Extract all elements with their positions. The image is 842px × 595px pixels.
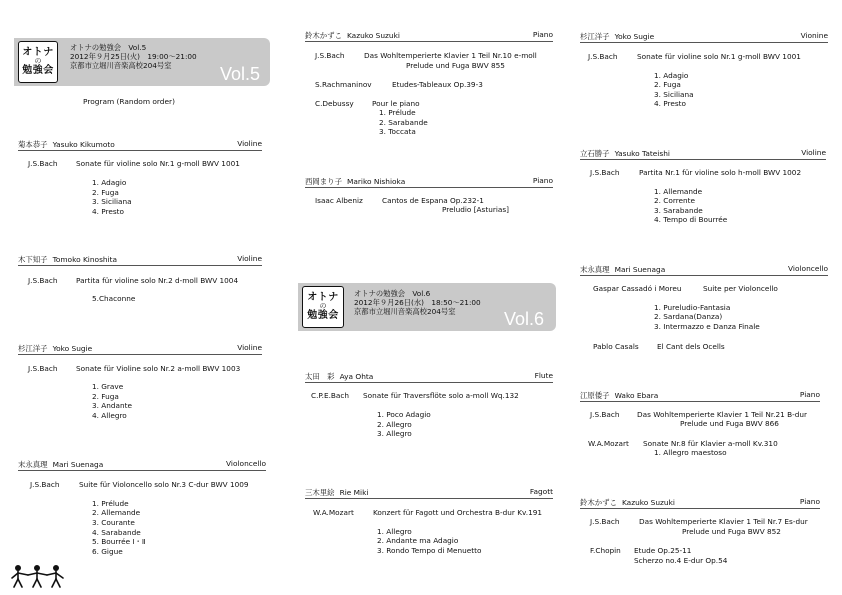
movement: 2. Andante ma Adagio (377, 536, 459, 545)
performer-romaji: Mari Suenaga (614, 265, 666, 274)
performer-header (305, 176, 553, 188)
event-title: オトナの勉強会 Vol.5 (70, 43, 147, 52)
work-title: Sonate für violine solo Nr.1 g-moll BWV 1001 (76, 159, 240, 168)
performer-romaji: Yoko Sugie (52, 344, 93, 353)
event-logo (302, 286, 344, 328)
performer-romaji: Mariko Nishioka (346, 177, 406, 186)
performer-header (580, 148, 826, 160)
performer-instrument: Fagott (529, 487, 553, 496)
logo-line-1: オトナ (22, 46, 54, 58)
composer: J.S.Bach (590, 517, 620, 526)
work-title: Pour le piano (372, 99, 420, 108)
performer-instrument: Piano (532, 30, 553, 39)
movement: 1. Prélude (379, 108, 416, 117)
performer-header (580, 497, 820, 509)
performer-name: 菊本恭子 (18, 140, 48, 149)
performer-instrument: Violine (801, 148, 826, 157)
work-title: Sonate Nr.8 für Klavier a-moll Kv.310 (643, 439, 778, 448)
performer-header (305, 371, 553, 383)
performer-name: 鈴木かずこ (305, 31, 342, 40)
performer-name: 江原倭子 (580, 391, 610, 400)
composer: J.S.Bach (30, 480, 60, 489)
movement: 2. Corrente (654, 196, 696, 205)
performer-header (18, 343, 262, 355)
composer: S.Rachmaninov (315, 80, 372, 89)
movement: 2. Sardana(Danza) (654, 312, 723, 321)
performer-header (305, 487, 553, 499)
logo-line-3: 勉強会 (307, 309, 339, 321)
composer: Isaac Albeniz (315, 196, 363, 205)
event-venue: 京都市立堀川音楽高校204号室 (70, 60, 172, 70)
movement: 1. Adagio (92, 178, 127, 187)
performer-romaji: Rie Miki (339, 488, 369, 497)
work-title: Konzert für Fagott und Orchestra B-dur Kv.191 (373, 508, 543, 517)
composer: W.A.Mozart (588, 439, 629, 448)
performer-header (18, 254, 262, 266)
composer: J.S.Bach (590, 410, 620, 419)
performer-instrument: Violine (237, 254, 262, 263)
composer: J.S.Bach (28, 276, 58, 285)
performer-header (305, 30, 553, 42)
program-note: Program (Random order) (83, 97, 175, 106)
movement: 1. Prélude (92, 499, 129, 508)
event-venue: 京都市立堀川音楽高校204号室 (354, 306, 456, 316)
composer: C.Debussy (315, 99, 354, 108)
performer-instrument: Piano (799, 390, 820, 399)
movement: 3. Rondo Tempo di Menuetto (377, 546, 482, 555)
movement: 1. Allegro (377, 527, 412, 536)
event-date: 2012年９月26日(水) 18:50〜21:00 (354, 297, 481, 307)
performer-name: 杉江洋子 (580, 32, 610, 41)
performer-romaji: Yasuko Tateishi (614, 149, 670, 158)
work-subtitle: Prelude und Fuga BWV 855 (406, 61, 505, 70)
performer-romaji: Yoko Sugie (614, 32, 655, 41)
volume-number: Vol.5 (220, 64, 261, 84)
work-title: Etude Op.25-11 (634, 546, 692, 555)
event-logo (18, 41, 58, 83)
movement: 1. Allegro maestoso (654, 448, 727, 457)
composer: J.S.Bach (315, 51, 345, 60)
movement: 1. Allemande (654, 187, 703, 196)
work-subtitle: Scherzo no.4 E-dur Op.54 (634, 556, 728, 565)
vol6-banner (298, 283, 556, 331)
movement: 3. Intermazzo e Danza Finale (654, 322, 760, 331)
performer-header (18, 459, 266, 471)
composer: Pablo Casals (593, 342, 639, 351)
work-title: Das Wohltemperierte Klavier 1 Teil Nr.21 B-dur (637, 410, 807, 419)
movement: 3. Siciliana (654, 90, 694, 99)
work-title: Suite per Violoncello (703, 284, 778, 293)
performer-instrument: Violoncello (788, 264, 828, 273)
movement: 1. Grave (92, 382, 124, 391)
composer: J.S.Bach (28, 364, 58, 373)
performer-romaji: Wako Ebara (614, 391, 659, 400)
logo-line-3: 勉強会 (22, 64, 54, 76)
work-subtitle: Prelude und Fuga BWV 852 (682, 527, 781, 536)
work-title: Sonate für Violine solo Nr.2 a-moll BWV 1003 (76, 364, 241, 373)
performer-instrument: Flute (534, 371, 553, 380)
performer-instrument: Violine (237, 343, 262, 352)
performer-name: 三木里絵 (305, 488, 335, 497)
composer: F.Chopin (590, 546, 621, 555)
movement: 1. Poco Adagio (377, 410, 431, 419)
movement: 1. Adagio (654, 71, 689, 80)
event-title: オトナの勉強会 Vol.6 (354, 289, 431, 298)
movement: 4. Presto (92, 207, 125, 216)
movement: 4. Sarabande (92, 528, 141, 537)
performer-name: 末永真理 (18, 460, 48, 469)
work-title: Etudes-Tableaux Op.39-3 (392, 80, 483, 89)
performer-romaji: Kazuko Suzuki (346, 31, 400, 40)
performer-header (18, 139, 262, 151)
composer: W.A.Mozart (313, 508, 354, 517)
logo-line-2: の (319, 302, 327, 311)
performer-name: 西岡まり子 (305, 177, 342, 186)
movement: 6. Gigue (92, 547, 123, 556)
movement: 4. Presto (654, 99, 687, 108)
three-people-holding-hands-icon (10, 564, 66, 588)
performer-header (580, 390, 820, 402)
movement: 2. Fuga (654, 80, 681, 89)
performer-name: 太田 彩 (305, 372, 335, 381)
performer-romaji: Mari Suenaga (52, 460, 104, 469)
performer-instrument: Piano (532, 176, 553, 185)
composer: J.S.Bach (28, 159, 58, 168)
logo-line-1: オトナ (307, 291, 339, 303)
performer-name: 末永真理 (580, 265, 610, 274)
work-title: Cantos de Espana Op.232-1 (382, 196, 484, 205)
work-title: Das Wohltemperierte Klavier 1 Teil Nr.7 Es-dur (639, 517, 808, 526)
composer: J.S.Bach (590, 168, 620, 177)
movement: 4. Tempo di Bourrée (654, 215, 728, 224)
movement: 3. Siciliana (92, 197, 132, 206)
performer-romaji: Yasuko Kikumoto (52, 140, 115, 149)
movement: 1. Pureludio-Fantasia (654, 303, 731, 312)
movement: 2. Fuga (92, 392, 119, 401)
vol5-banner (14, 38, 270, 86)
event-date: 2012年９月25日(火) 19:00〜21:00 (70, 51, 197, 61)
work-title: Das Wohltemperierte Klavier 1 Teil Nr.10 e-moll (364, 51, 537, 60)
movement: 3. Courante (92, 518, 135, 527)
performer-header (580, 31, 828, 43)
work-title: Partita Nr.1 für violine solo h-moll BWV 1002 (639, 168, 802, 177)
movement: 3. Allegro (377, 429, 412, 438)
performer-romaji: Aya Ohta (339, 372, 374, 381)
logo-line-2: の (34, 57, 42, 66)
performer-name: 木下知子 (18, 255, 48, 264)
work-title: Partita für violine solo Nr.2 d-moll BWV 1004 (76, 276, 239, 285)
movement: 3. Sarabande (654, 206, 703, 215)
movement: 5.Chaconne (92, 294, 136, 303)
performer-romaji: Tomoko Kinoshita (52, 255, 118, 264)
movement: 3. Toccata (379, 127, 416, 136)
movement: 2. Sarabande (379, 118, 428, 127)
movement: 2. Allegro (377, 420, 412, 429)
movement: 2. Allemande (92, 508, 141, 517)
performer-instrument: Vionine (800, 31, 828, 40)
work-subtitle: Preludio [Asturias] (442, 205, 509, 214)
work-title: Sonate für Traversflöte solo a-moll Wq.132 (363, 391, 519, 400)
performer-romaji: Kazuko Suzuki (621, 498, 675, 507)
performer-instrument: Violine (237, 139, 262, 148)
performer-header (580, 264, 828, 276)
work-title: Suite für Violoncello solo Nr.3 C-dur BWV 1009 (79, 480, 249, 489)
movement: 3. Andante (92, 401, 132, 410)
work-subtitle: Prelude und Fuga BWV 866 (680, 419, 779, 428)
composer: Gaspar Cassadó i Moreu (593, 284, 682, 293)
performer-instrument: Piano (799, 497, 820, 506)
composer: J.S.Bach (588, 52, 618, 61)
work-title: Sonate für violine solo Nr.1 g-moll BWV 1001 (637, 52, 801, 61)
performer-name: 鈴木かずこ (580, 498, 617, 507)
performer-name: 立石勝子 (580, 149, 610, 158)
volume-number: Vol.6 (504, 309, 545, 329)
movement: 2. Fuga (92, 188, 119, 197)
composer: C.P.E.Bach (311, 391, 350, 400)
movement: 5. Bourrée Ⅰ・Ⅱ (92, 537, 146, 546)
movement: 4. Allegro (92, 411, 127, 420)
performer-name: 杉江洋子 (18, 344, 48, 353)
performer-instrument: Violoncello (226, 459, 266, 468)
work-title: El Cant dels Ocells (657, 342, 725, 351)
